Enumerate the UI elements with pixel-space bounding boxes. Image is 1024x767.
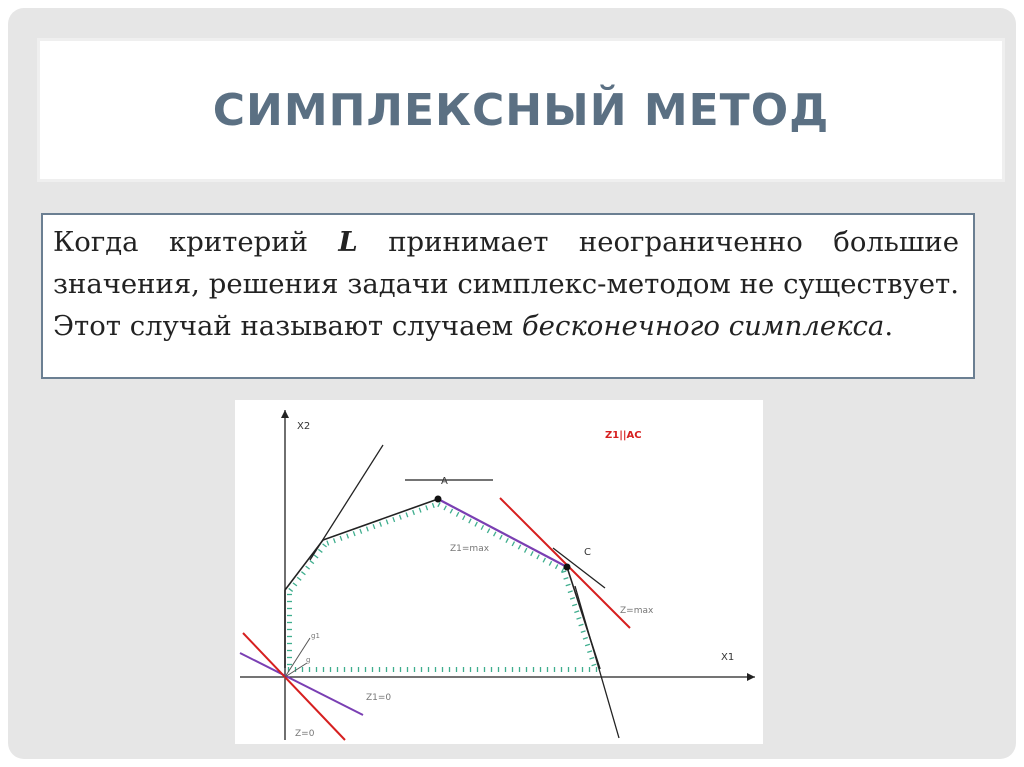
hatch-tick: [340, 536, 342, 541]
x1-axis-label: X1: [721, 652, 735, 663]
hatch-tick: [438, 502, 440, 506]
x2-axis-label: X2: [297, 421, 311, 432]
hatch-tick: [318, 549, 322, 552]
hatch-tick: [456, 512, 458, 516]
hatch-tick: [323, 544, 327, 547]
hatch-tick: [577, 618, 582, 620]
hatch-tick: [487, 529, 489, 533]
z-max-label: Z=max: [620, 606, 654, 616]
hatch-tick: [353, 531, 355, 536]
support-line-a-tilted: [408, 476, 491, 479]
x2-arrow: [281, 410, 289, 418]
hatch-tick: [413, 510, 415, 515]
hatch-tick: [592, 664, 597, 666]
hatch-tick: [393, 517, 395, 522]
hatch-tick: [564, 578, 569, 580]
hatch-tick: [306, 566, 310, 569]
hatch-tick: [367, 527, 369, 532]
vertex-a-dot: [435, 496, 442, 503]
text-end: .: [884, 310, 894, 342]
hatch-tick: [399, 515, 401, 520]
support-line-left: [310, 445, 383, 560]
hatch-tick: [506, 538, 508, 542]
hatch-tick: [347, 534, 349, 539]
hatch-tick: [581, 631, 586, 633]
point-a-label: A: [441, 476, 448, 487]
hatch-tick: [589, 658, 594, 660]
criterion-symbol: L: [338, 226, 358, 258]
hatch-tick: [406, 512, 408, 517]
hatch-tick: [289, 588, 293, 591]
hatch-tick: [568, 591, 573, 593]
x1-arrow: [747, 673, 755, 681]
text-part-1: Когда критерий: [53, 226, 339, 258]
hatch-tick: [579, 624, 584, 626]
edge-ac-purple: [438, 499, 567, 567]
simplex-diagram: [235, 400, 763, 744]
g1-label: g1: [311, 632, 320, 640]
hatch-tick: [334, 538, 336, 543]
hatch-tick: [494, 532, 496, 536]
z1-max-label: Z1=max: [450, 544, 490, 554]
hatch-tick: [587, 651, 592, 653]
hatch-tick: [566, 584, 571, 586]
hatch-tick: [463, 515, 465, 519]
hatch-tick: [297, 577, 301, 580]
z-max-line-red: [500, 498, 630, 628]
support-line-bottom: [575, 586, 619, 738]
hatch-tick: [570, 598, 575, 600]
hatch-tick: [426, 505, 428, 510]
hatch-tick: [380, 522, 382, 527]
legend-z1-parallel-ac: Z1||AC: [605, 430, 642, 441]
z1-zero-line-purple: [240, 653, 363, 715]
hatch-tick: [518, 545, 520, 549]
hatch-tick: [585, 644, 590, 646]
hatch-tick: [327, 541, 329, 546]
z-zero-label: Z=0: [295, 729, 315, 739]
text-part-2: принимает неограниченно большие значения, решения задачи симплекс-методом не существует. Этот случай называют случаем: [53, 226, 959, 342]
hatch-tick: [543, 558, 545, 562]
hatch-tick: [310, 561, 314, 564]
feasible-region-hatch: [287, 502, 597, 672]
hatch-tick: [572, 604, 577, 606]
hatch-tick: [574, 611, 579, 613]
hatch-tick: [512, 542, 514, 546]
hatch-tick: [469, 519, 471, 523]
hatch-tick: [525, 548, 527, 552]
hatch-tick: [481, 525, 483, 529]
support-line-c: [553, 548, 605, 588]
hatch-tick: [419, 508, 421, 513]
hatch-tick: [360, 529, 362, 534]
point-c-label: C: [584, 547, 591, 558]
definition-text-box: [41, 213, 975, 379]
vertex-c-dot: [564, 564, 571, 571]
hatch-tick: [293, 583, 297, 586]
hatch-tick: [531, 551, 533, 555]
term-infinite-simplex: бесконечного симплекса: [521, 310, 885, 342]
z-zero-line-red: [243, 633, 345, 740]
title-box: [40, 41, 1002, 179]
hatch-tick: [475, 522, 477, 526]
z1-zero-label: Z1=0: [366, 693, 392, 703]
hatch-tick: [444, 506, 446, 510]
hatch-tick: [314, 555, 318, 558]
g-label: g: [306, 656, 311, 664]
hatch-tick: [583, 638, 588, 640]
hatch-tick: [301, 572, 305, 575]
hatch-tick: [386, 520, 388, 525]
hatch-tick: [450, 509, 452, 513]
hatch-tick: [555, 564, 557, 568]
hatch-tick: [537, 555, 539, 559]
diagram-svg: [235, 400, 763, 744]
hatch-tick: [432, 503, 434, 508]
hatch-tick: [500, 535, 502, 539]
hatch-tick: [373, 524, 375, 529]
page-title: СИМПЛЕКСНЫЙ МЕТОД: [212, 84, 830, 136]
hatch-tick: [549, 561, 551, 565]
